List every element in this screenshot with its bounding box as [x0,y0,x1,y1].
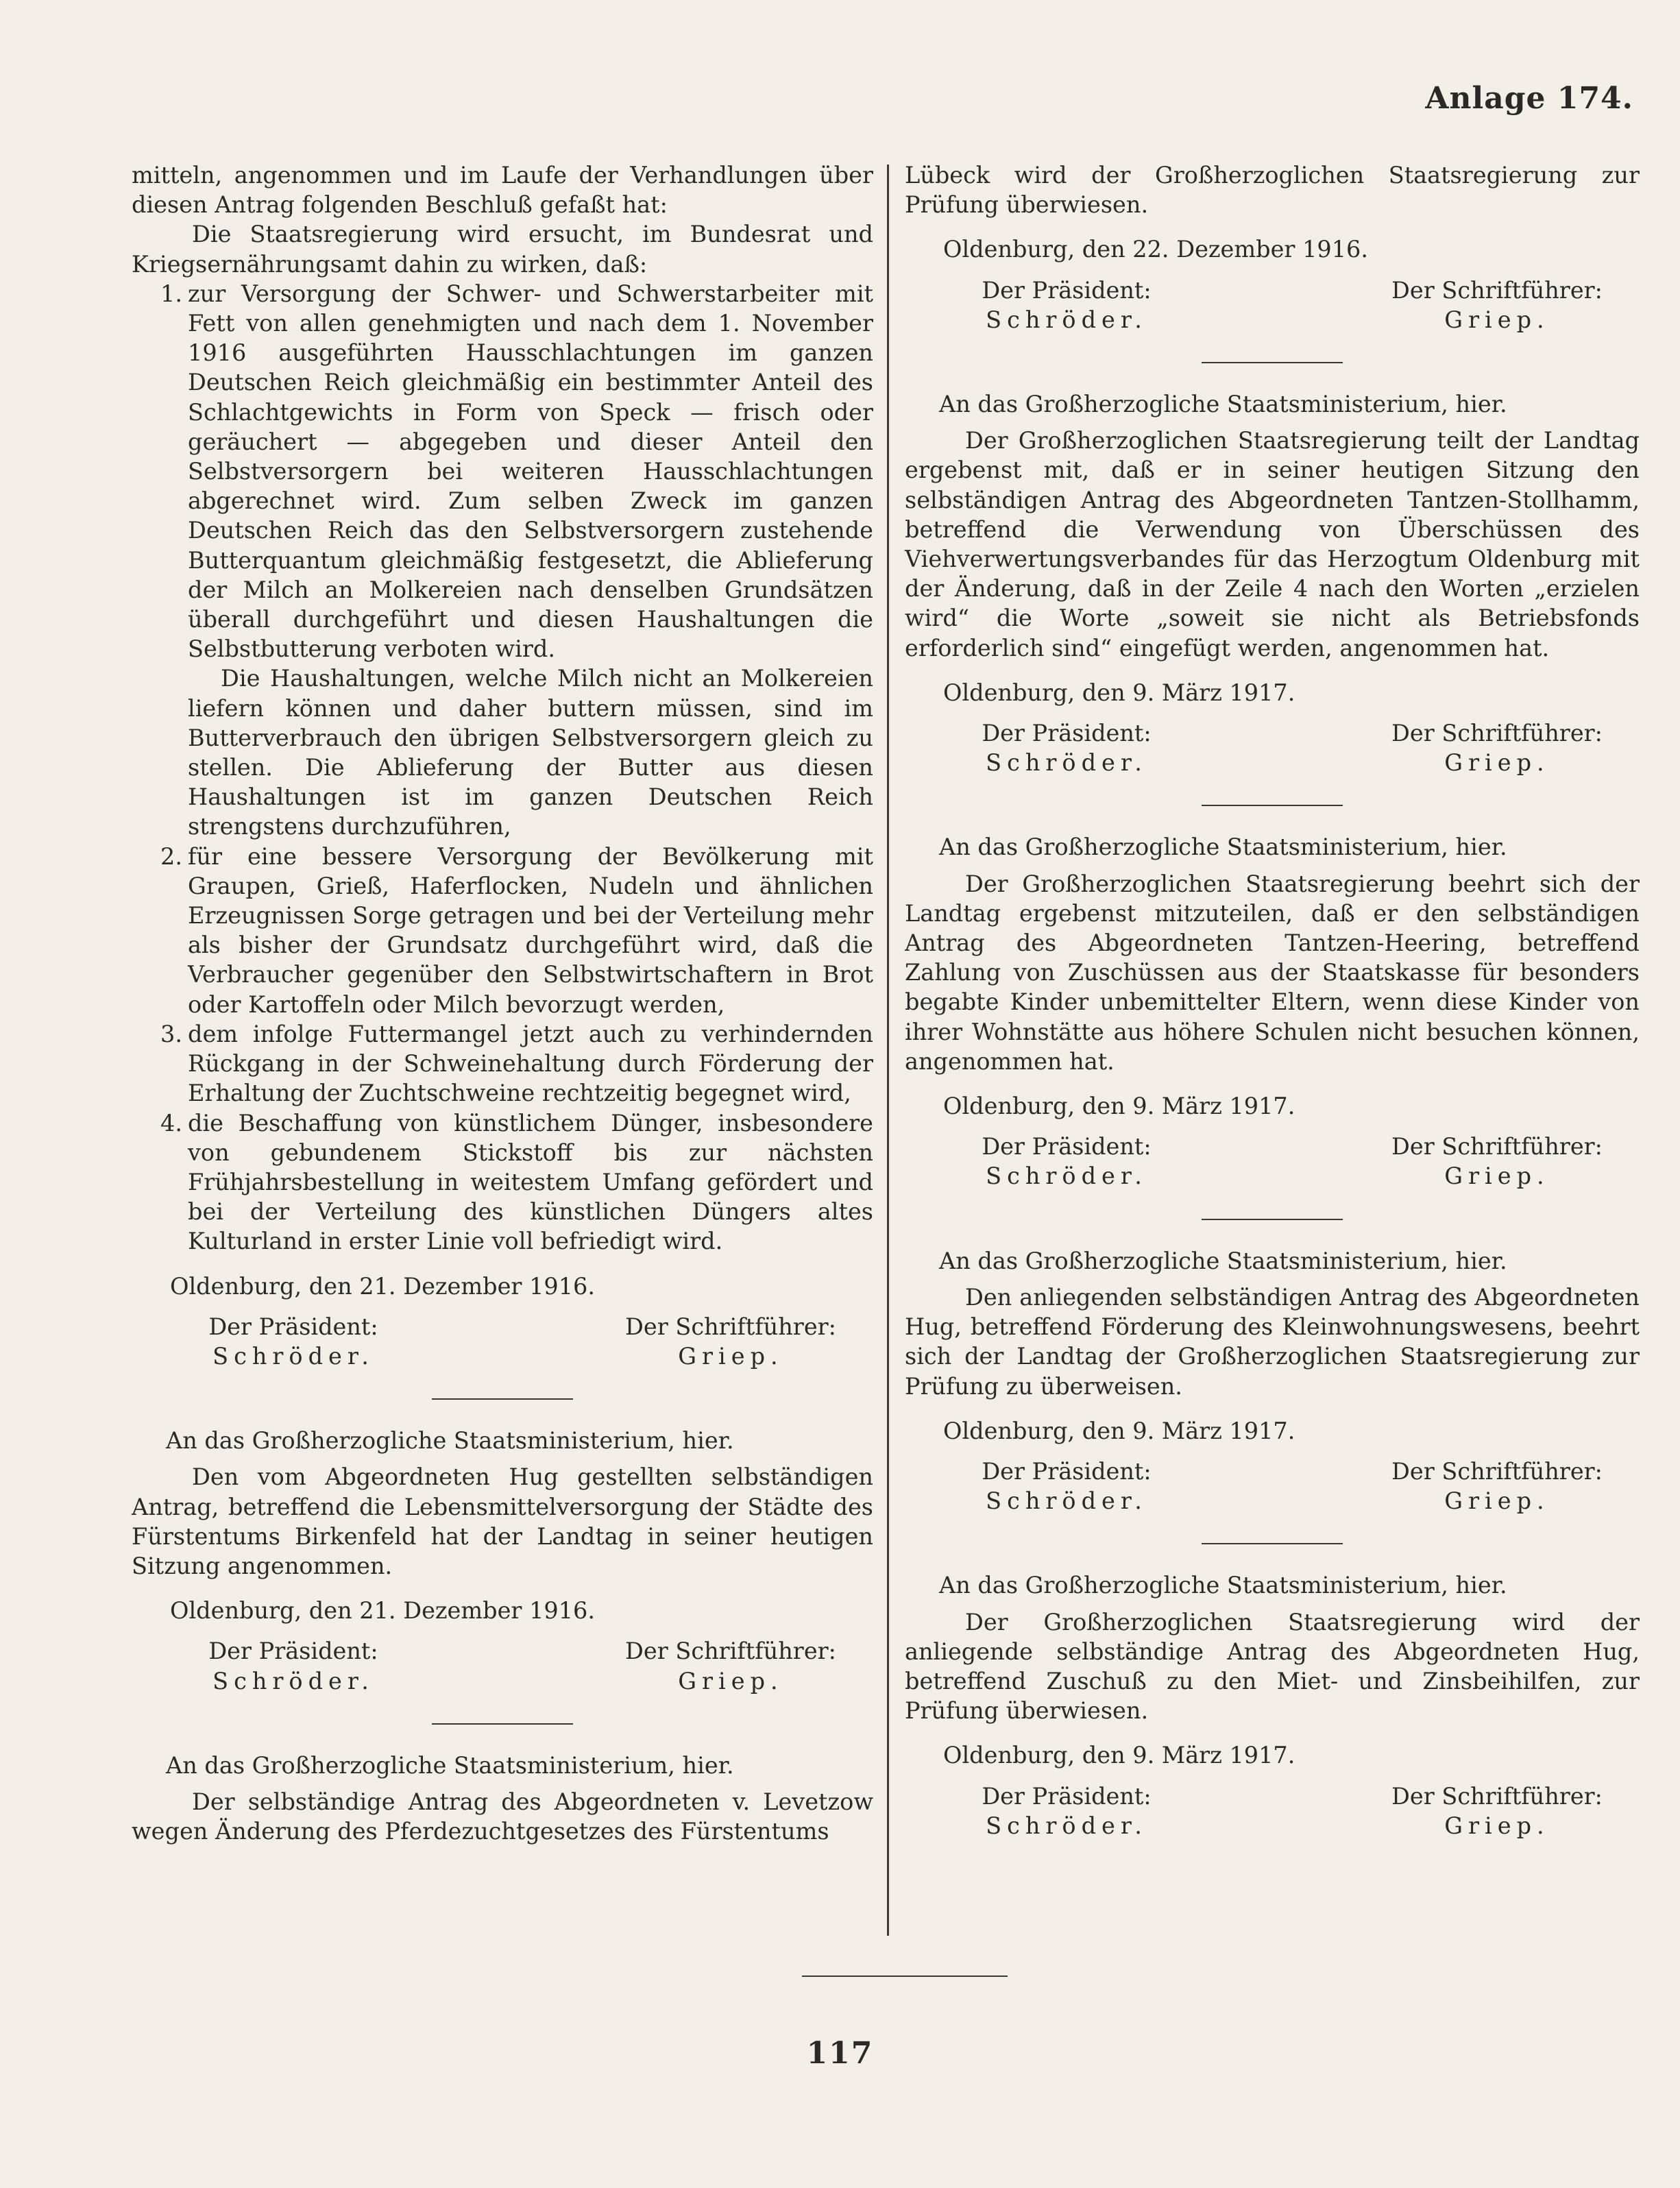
president-name: Schröder. [212,1667,374,1694]
section-separator [1202,1543,1343,1544]
secretary-label: Der Schriftführer: [1391,720,1603,747]
secretary-name: Griep. [1444,1812,1550,1839]
address-line: An das Großherzogliche Staatsministerium, hier. [166,1751,734,1779]
demands-list [132,279,873,1256]
signature-block [905,1782,1640,1840]
secretary-name: Griep. [678,1342,783,1370]
president-label: Der Präsident: [208,1638,378,1665]
body-text: Der Großherzoglichen Staatsregierung wird der anliegende selbständige Antrag des Abgeordneten Hug, betreffend Zuschuß zu den Miet- und Zinsbeihilfen, zur Prüfung überwiesen. [905,1608,1640,1725]
list-item-text: zur Versorgung der Schwer- und Schwerstarbeiter mit Fett von allen genehmigten und nach dem 1. November 1916 ausgeführten Hausschlachtungen im ganzen Deutschen Reich gleichmäßig ein bestimmter Anteil des Schlachtgewichts in Form von Speck — frisch oder geräuchert — abgegeben und dieser Anteil den Selbstversorgern bei weiteren Hausschlachtungen abgerechnet wird. Zum selben Zweck im ganzen Deutschen Reich das den Selbstversorgern zustehende Butterquantum gleichmäßig festgesetzt, die Ablieferung der Milch an Molkereien nach denselben Grundsätzen überall durchgeführt und diesen Haushaltungen die Selbstbutterung verboten wird. [188,280,873,663]
body-text: Lübeck wird der Großherzoglichen Staatsregierung zur Prüfung überwiesen. [905,162,1640,219]
secretary-name: Griep. [678,1667,783,1694]
secretary-name: Griep. [1444,1163,1550,1190]
address-line: An das Großherzogliche Staatsministerium, hier. [939,834,1507,861]
date-line: Oldenburg, den 22. Dezember 1916. [943,236,1368,263]
section-separator [1202,805,1343,806]
list-item-text: für eine bessere Versorgung der Bevölkerung mit Graupen, Grieß, Haferflocken, Nudeln und ähnlichen Erzeugnissen Sorge getragen und bei der Verteilung mehr als bisher der Grundsatz durchgeführt wird, daß die Verbraucher gegenüber den Selbstwirtschaftern in Brot oder Kartoffeln oder Milch bevorzugt werden, [188,842,873,1018]
secretary-label: Der Schriftführer: [1391,1133,1603,1160]
president-label: Der Präsident: [982,276,1152,304]
list-item [132,842,873,1019]
date-line: Oldenburg, den 21. Dezember 1916. [170,1597,595,1625]
left-column [132,160,873,1846]
secretary-label: Der Schriftführer: [1391,1782,1603,1810]
footer-rule [802,1976,1008,1977]
list-item-number: 1. [160,280,182,307]
date-line: Oldenburg, den 9. März 1917. [943,679,1295,706]
page-number: 117 [806,2036,874,2071]
signature-block [905,276,1640,335]
request-text: Die Staatsregierung wird ersucht, im Bundesrat und Kriegsernährungsamt dahin zu wirken, daß: [132,221,873,278]
secretary-name: Griep. [1444,306,1550,333]
column-divider [887,165,889,1936]
page-header-title: Anlage 174. [1425,81,1633,116]
date-line: Oldenburg, den 9. März 1917. [943,1093,1295,1120]
date-line: Oldenburg, den 21. Dezember 1916. [170,1272,595,1300]
section-separator [1202,362,1343,363]
president-label: Der Präsident: [208,1313,378,1340]
list-item-text: die Beschaffung von künstlichem Dünger, insbesondere von gebundenem Stickstoff bis zur nächsten Frühjahrsbestellung in weitestem Umfang gefördert und bei der Verteilung des künstlichen Düngers altes Kulturland in erster Linie voll befriedigt wird. [188,1109,873,1255]
date-line: Oldenburg, den 9. März 1917. [943,1742,1295,1769]
address-line: An das Großherzogliche Staatsministerium, hier. [939,391,1507,418]
body-text: Der Großherzoglichen Staatsregierung beehrt sich der Landtag ergebenst mitzuteilen, daß er den selbständigen Antrag des Abgeordneten Tantzen-Heering, betreffend Zahlung von Zuschüssen aus der Staatskasse für besonders begabte Kinder unbemittelter Eltern, wenn diese Kinder von ihrer Wohnstätte aus höhere Schulen nicht besuchen können, angenommen hat. [905,870,1640,1075]
secretary-name: Griep. [1444,1487,1550,1515]
section-separator [1202,1219,1343,1220]
list-item-number: 4. [160,1109,182,1136]
intro-text: mitteln, angenommen und im Laufe der Verhandlungen über diesen Antrag folgenden Beschluß gefaßt hat: [132,162,873,219]
president-name: Schröder. [986,1812,1147,1839]
address-line: An das Großherzogliche Staatsministerium, hier. [166,1427,734,1455]
list-item-number: 2. [160,842,182,870]
body-text: Den anliegenden selbständigen Antrag des Abgeordneten Hug, betreffend Förderung des Kleinwohnungswesens, beehrt sich der Landtag der Großherzoglichen Staatsregierung zur Prüfung zu überweisen. [905,1283,1640,1400]
section-separator [432,1723,573,1725]
list-item [132,279,873,842]
secretary-name: Griep. [1444,749,1550,777]
president-name: Schröder. [986,1487,1147,1515]
signature-block [905,718,1640,777]
list-item [132,1108,873,1256]
body-text: Der Großherzoglichen Staatsregierung teilt der Landtag ergebenst mit, daß er in seiner heutigen Sitzung den selbständigen Antrag des Abgeordneten Tantzen-Stollhamm, betreffend die Verwendung von Überschüssen des Viehverwertungsverbandes für das Herzogtum Oldenburg mit der Änderung, daß in der Zeile 4 nach den Worten „erzielen wird“ die Worte „soweit sie nicht als Betriebsfonds erforderlich sind“ eingefügt werden, angenommen hat. [905,427,1640,661]
list-item-number: 3. [160,1020,182,1047]
president-name: Schröder. [986,749,1147,777]
address-line: An das Großherzogliche Staatsministerium, hier. [939,1572,1507,1599]
president-label: Der Präsident: [982,1782,1152,1810]
president-name: Schröder. [986,306,1147,333]
list-item-continuation: Die Haushaltungen, welche Milch nicht an Molkereien liefern können und daher buttern müssen, sind im Butterverbrauch den übrigen Selbstversorgern gleich zu stellen. Die Ablieferung der Butter aus diesen Haushaltungen ist im ganzen Deutschen Reich strengstens durchzuführen, [188,665,873,840]
address-line: An das Großherzogliche Staatsministerium, hier. [939,1247,1507,1274]
list-item [132,1019,873,1108]
president-name: Schröder. [212,1342,374,1370]
right-column [905,160,1640,1840]
president-label: Der Präsident: [982,1133,1152,1160]
secretary-label: Der Schriftführer: [1391,276,1603,304]
signature-block [905,1132,1640,1191]
signature-block [905,1457,1640,1516]
president-label: Der Präsident: [982,1457,1152,1485]
signature-block [132,1636,873,1695]
body-text: Der selbständige Antrag des Abgeordneten v. Levetzow wegen Änderung des Pferdezuchtgesetzes des Fürstentums [132,1788,873,1845]
president-label: Der Präsident: [982,720,1152,747]
secretary-label: Der Schriftführer: [1391,1457,1603,1485]
date-line: Oldenburg, den 9. März 1917. [943,1417,1295,1444]
section-separator [432,1398,573,1400]
body-text: Den vom Abgeordneten Hug gestellten selbständigen Antrag, betreffend die Lebensmittelversorgung der Städte des Fürstentums Birkenfeld hat der Landtag in seiner heutigen Sitzung angenommen. [132,1463,873,1579]
president-name: Schröder. [986,1163,1147,1190]
secretary-label: Der Schriftführer: [625,1638,836,1665]
secretary-label: Der Schriftführer: [625,1313,836,1340]
list-item-text: dem infolge Futtermangel jetzt auch zu verhindernden Rückgang in der Schweinehaltung durch Förderung der Erhaltung der Zuchtschweine rechtzeitig begegnet wird, [188,1020,873,1107]
signature-block [132,1312,873,1371]
